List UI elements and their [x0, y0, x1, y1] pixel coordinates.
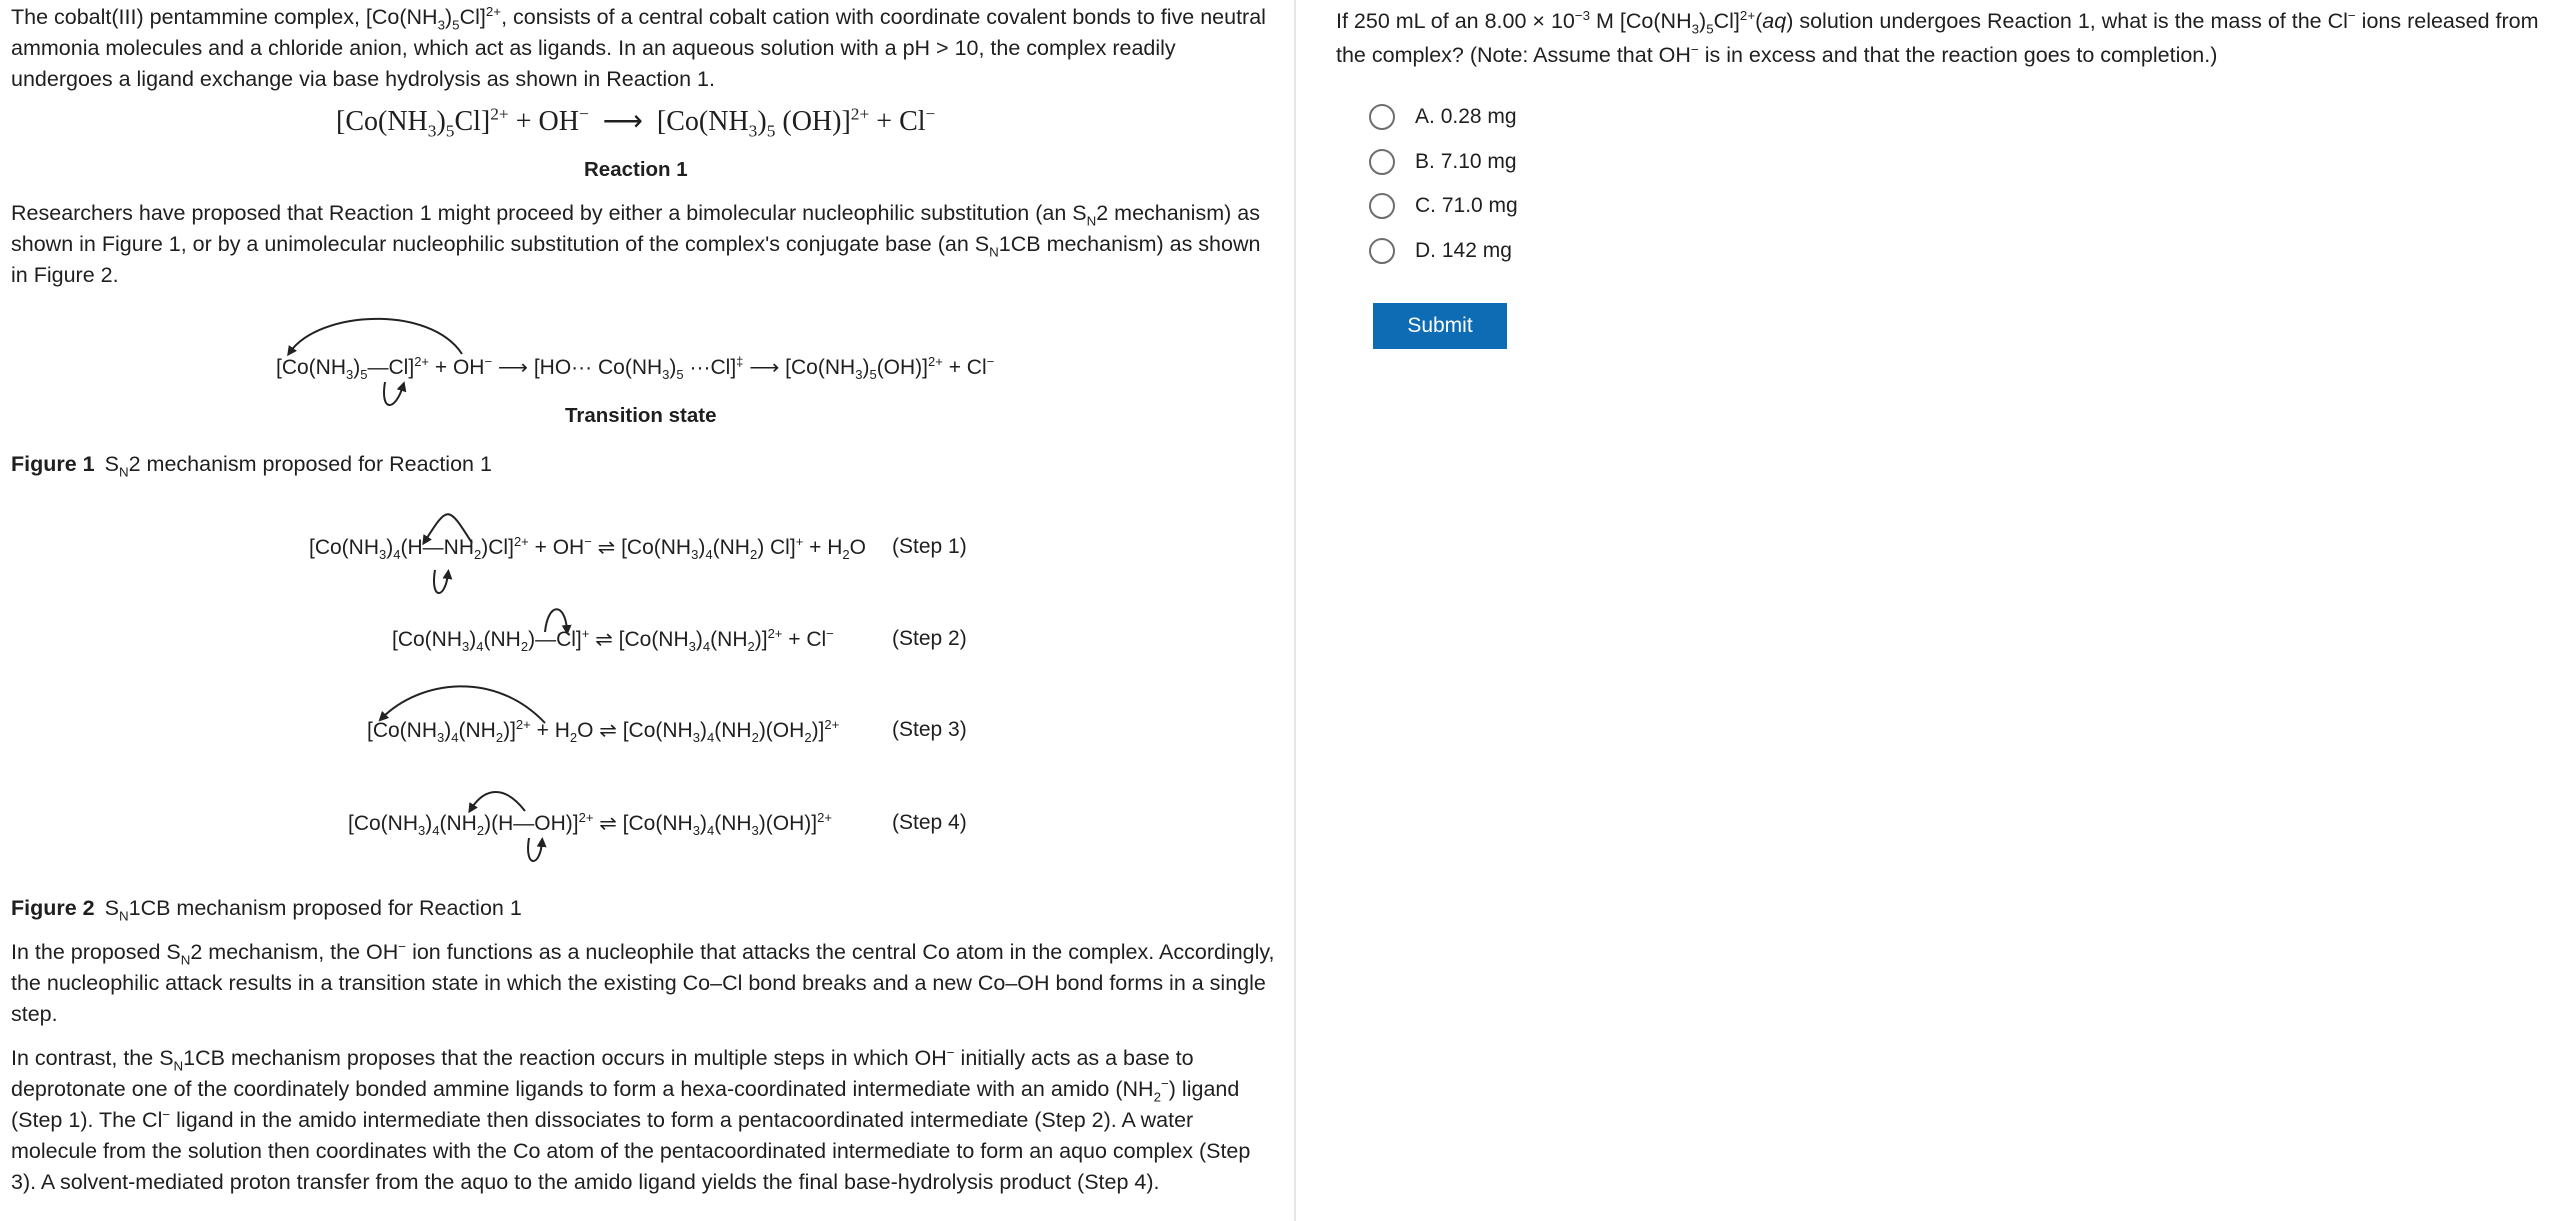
- radio-button[interactable]: [1369, 149, 1395, 175]
- reaction-1-equation: $[Co(NH_3)_5Cl]^{2+} + OH^-$ ⟶ [$Co(NH_3)_5$ (OH)]$^{2+}$ + Cl−: [336, 104, 936, 141]
- step-3-label: (Step 3): [892, 718, 967, 741]
- radio-button[interactable]: [1369, 193, 1395, 219]
- intro-paragraph: The cobalt(III) pentammine complex, $[Co(NH_3)_5Cl]^{2+}$, consists of a central cobalt cation with coordinate covalent bonds to five neutral ammonia molecules and a chloride anion, which act as ligands. In an aqueous solution with a pH > 10, the complex readily undergoes a ligand exchange via base hydrolysis as shown in Reaction 1.: [11, 3, 1266, 91]
- answer-option-a[interactable]: [1369, 104, 1517, 130]
- step-2-label: (Step 2): [892, 627, 967, 650]
- step-1-equation: $[Co(NH_3)_4(H—NH_2)Cl]^{2+} + OH^-$ ⇌ $[Co(NH_3)_4(NH_2) Cl]^+ + H_2O$: [309, 534, 866, 563]
- option-letter: B.: [1415, 150, 1435, 173]
- sn2-explanation-paragraph: In the proposed $S_N2$ mechanism, the OH− ion functions as a nucleophile that attacks the central Co atom in the complex. Accordingly, the nucleophilic attack results in a transition state in which the existing Co–Cl bond breaks and a new Co–OH bond forms in a single step.: [11, 938, 1275, 1026]
- step-4-label: (Step 4): [892, 811, 967, 834]
- panel-divider: [1294, 0, 1296, 1221]
- answer-option-d[interactable]: [1369, 238, 1512, 264]
- mechanism-paragraph: Researchers have proposed that Reaction 1 might proceed by either a bimolecular nucleophilic substitution (an $S_N2$ mechanism) as shown in Figure 1, or by a unimolecular nucleophilic substitution of the complex's conjugate base (an $S_N1CB$ mechanism) as shown in Figure 2.: [11, 201, 1261, 287]
- submit-button[interactable]: Submit: [1373, 303, 1507, 349]
- radio-button[interactable]: [1369, 238, 1395, 264]
- option-text: 71.0 mg: [1441, 194, 1518, 217]
- option-letter: A.: [1415, 105, 1435, 128]
- sn1cb-explanation-paragraph: In contrast, the $S_N1CB$ mechanism proposes that the reaction occurs in multiple steps in which OH− initially acts as a base to deprotonate one of the coordinately bonded ammine ligands to form a hexa-coordinated intermediate with an amido $(NH_2^-)$ ligand (Step 1). The Cl− ligand in the amido intermediate then dissociates to form a pentacoordinated intermediate (Step 2). A water molecule from the solution then coordinates with the Co atom of the pentacoordinated intermediate to form an aquo complex (Step 3). A solvent-mediated proton transfer from the aquo to the amido ligand yields the final base-hydrolysis product (Step 4).: [11, 1044, 1251, 1194]
- figure-2-caption: Figure 2 $S_N1CB$ mechanism proposed for Reaction 1: [11, 896, 522, 924]
- option-text: 142 mg: [1441, 239, 1512, 262]
- step-1-label: (Step 1): [892, 535, 967, 558]
- answer-option-c[interactable]: [1369, 193, 1518, 219]
- transition-state-label: Transition state: [565, 404, 717, 427]
- figure-1-mechanism: $[Co(NH_3)_5—Cl]^{2+} + OH^-$ ⟶ $[HO\cdot\cdot\cdot Co(NH_3)_5 \cdot\cdot\cdot Cl]^\ddagger$ ⟶ $[Co(NH_3)_5(OH)]^{2+} + Cl^-$: [276, 354, 995, 383]
- option-text: 0.28 mg: [1440, 105, 1517, 128]
- option-text: 7.10 mg: [1440, 150, 1517, 173]
- step-3-equation: $[Co(NH_3)_4(NH_2)]^{2+} + H_2O$ ⇌ $[Co(NH_3)_4(NH_2)(OH_2)]^{2+}$: [367, 717, 840, 746]
- radio-button[interactable]: [1369, 104, 1395, 130]
- option-letter: C.: [1415, 194, 1436, 217]
- figure-1-caption: Figure 1 $S_N2$ mechanism proposed for Reaction 1: [11, 452, 492, 480]
- question-text: If 250 mL of an $8.00 \times 10^{-3}$ M $[Co(NH_3)_5Cl]^{2+}(aq)$ solution undergoes Reaction 1, what is the mass of the Cl− ions released from the complex? (Note: Assume that OH− is in excess and that the reaction goes to completion.): [1336, 7, 2539, 67]
- step-4-equation: $[Co(NH_3)_4(NH_2)(H—OH)]^{2+}$ ⇌ $[Co(NH_3)_4(NH_3)(OH)]^{2+}$: [348, 810, 832, 839]
- answer-option-b[interactable]: [1369, 149, 1517, 175]
- option-letter: D.: [1415, 239, 1436, 262]
- step-2-equation: $[Co(NH_3)_4(NH_2)—Cl]^+$ ⇌ $[Co(NH_3)_4(NH_2)]^{2+} + Cl^-$: [392, 626, 834, 655]
- reaction-1-caption: Reaction 1: [584, 158, 688, 181]
